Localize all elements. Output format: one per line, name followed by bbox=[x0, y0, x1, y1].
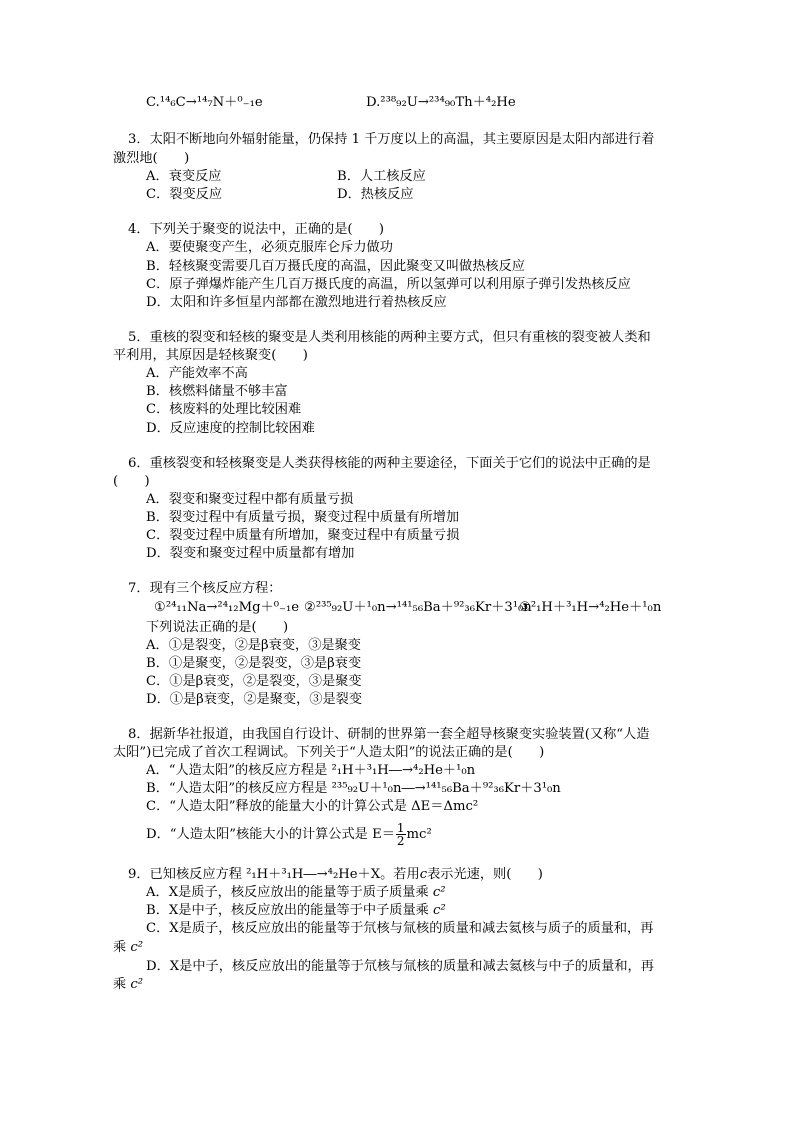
q3-stem-line2: 激烈地( ) bbox=[113, 151, 190, 166]
q6-stem-line2: ( ) bbox=[113, 474, 150, 489]
q2-option-d: D.²³⁸₉₂U→²³⁴₉₀Th＋⁴₂He bbox=[366, 95, 516, 110]
q8-option-d bbox=[146, 822, 432, 848]
q9-stem-end: 表示光速，则( ) bbox=[427, 867, 543, 882]
q7-option-d: D．①是β衰变，②是聚变，③是裂变 bbox=[146, 692, 363, 707]
q8-stem-line1: 8．据新华社报道，由我国自行设计、研制的世界第一套全超导核聚变实验装置(又称“人造 bbox=[128, 727, 650, 742]
q8-option-c-text: C．“人造太阳”释放的能量大小的计算公式是 bbox=[146, 799, 407, 814]
q9-stem-suffix: 。若用 bbox=[380, 867, 420, 882]
q9-option-d-line1: D．X是中子，核反应放出的能量等于氘核与氚核的质量和减去氦核与中子的质量和，再 bbox=[146, 959, 654, 974]
q8-option-d-eq-lhs: E＝ bbox=[372, 827, 395, 842]
q5-stem-line2: 平利用，其原因是轻核聚变( ) bbox=[113, 348, 308, 363]
q8-option-c bbox=[146, 799, 478, 815]
q4-stem: 4．下列关于聚变的说法中，正确的是( ) bbox=[128, 222, 385, 237]
q9-option-a-text: A．X是质子，核反应放出的能量等于质子质量乘 bbox=[146, 885, 429, 900]
q9-option-d-mult: 乘 bbox=[113, 977, 127, 992]
q7-equation-2: ②²³⁵₉₂U＋¹₀n→¹⁴¹₅₆Ba＋⁹²₃₆Kr＋3¹₀n bbox=[304, 600, 532, 615]
q3-option-b: B．人工核反应 bbox=[337, 169, 426, 184]
q7-option-b: B．①是聚变，②是裂变，③是β衰变 bbox=[146, 656, 362, 671]
q5-option-c: C．核废料的处理比较困难 bbox=[146, 402, 302, 417]
q6-stem-line1: 6．重核裂变和轻核聚变是人类获得核能的两种主要途径，下面关于它们的说法中正确的是 bbox=[128, 456, 651, 471]
q9-option-a-c2: c² bbox=[432, 885, 446, 900]
q9-option-d-c2: c² bbox=[130, 977, 144, 992]
q4-option-c: C．原子弹爆炸能产生几百万摄氏度的高温，所以氢弹可以利用原子弹引发热核反应 bbox=[146, 277, 631, 292]
q3-stem-line1: 3．太阳不断地向外辐射能量，仍保持 1 千万度以上的高温，其主要原因是太阳内部进行着 bbox=[128, 132, 655, 147]
q9-stem-prefix: 9．已知核反应方程 bbox=[128, 867, 242, 882]
q9-option-c-line2 bbox=[113, 940, 143, 956]
q4-option-d: D．太阳和许多恒星内部都在激烈地进行着热核反应 bbox=[146, 295, 447, 310]
q6-option-d: D．裂变和聚变过程中质量都有增加 bbox=[146, 546, 355, 561]
q7-ask: 下列说法正确的是( ) bbox=[146, 620, 289, 635]
q3-option-c: C．裂变反应 bbox=[146, 187, 223, 202]
q7-equation-3: ③²₁H＋³₁H→⁴₂He＋¹₀n bbox=[519, 600, 662, 615]
q8-option-a-equation: ²₁H＋³₁H―→⁴₂He＋¹₀n bbox=[331, 763, 476, 778]
q9-option-b-c2: c² bbox=[433, 903, 446, 918]
q8-option-a bbox=[146, 763, 475, 779]
q9-option-c-line1: C．X是质子，核反应放出的能量等于氘核与氚核的质量和减去氦核与质子的质量和，再 bbox=[146, 921, 654, 936]
q5-stem-line1: 5．重核的裂变和轻核的聚变是人类利用核能的两种主要方式，但只有重核的裂变被人类和 bbox=[128, 330, 651, 345]
q6-option-a: A．裂变和聚变过程中都有质量亏损 bbox=[146, 492, 354, 507]
q9-option-c-c2: c² bbox=[130, 940, 144, 955]
q5-option-a: A．产能效率不高 bbox=[146, 366, 248, 381]
q9-light-speed-var: c bbox=[419, 867, 428, 882]
q3-option-a: A．衰变反应 bbox=[146, 169, 222, 184]
q9-option-b bbox=[146, 903, 446, 919]
q7-option-a: A．①是裂变，②是β衰变，③是聚变 bbox=[146, 638, 361, 653]
q3-option-d: D．热核反应 bbox=[337, 187, 414, 202]
q6-option-c: C．裂变过程中质量有所增加，聚变过程中有质量亏损 bbox=[146, 528, 460, 543]
q8-option-a-text: A．“人造太阳”的核反应方程是 bbox=[146, 763, 328, 778]
q9-option-d-line2 bbox=[113, 977, 143, 993]
q7-stem: 7．现有三个核反应方程： bbox=[128, 581, 282, 596]
q8-option-b-equation: ²³⁵₉₂U＋¹₀n―→¹⁴¹₅₆Ba＋⁹²₃₆Kr＋3¹₀n bbox=[331, 781, 561, 796]
q4-option-a: A．要使聚变产生，必须克服库仑斥力做功 bbox=[146, 240, 393, 255]
q8-option-b bbox=[146, 781, 561, 797]
q5-option-b: B．核燃料储量不够丰富 bbox=[146, 384, 288, 399]
q8-option-b-text: B．“人造太阳”的核反应方程是 bbox=[146, 781, 328, 796]
fraction-denominator: 2 bbox=[396, 834, 405, 848]
q8-fraction-half bbox=[396, 822, 406, 847]
q8-option-d-text: D．“人造太阳”核能大小的计算公式是 bbox=[146, 827, 368, 842]
q2-option-c: C.¹⁴₆C→¹⁴₇N＋⁰₋₁e bbox=[146, 95, 263, 110]
q8-stem-line2: 太阳”)已完成了首次工程调试。下列关于“人造太阳”的说法正确的是( ) bbox=[113, 745, 545, 760]
q9-stem bbox=[128, 867, 543, 883]
q7-option-c: C．①是β衰变，②是裂变，③是聚变 bbox=[146, 674, 362, 689]
q9-stem-equation: ²₁H＋³₁H―→⁴₂He＋X bbox=[246, 867, 381, 882]
q9-option-b-text: B．X是中子，核反应放出的能量等于中子质量乘 bbox=[146, 903, 429, 918]
q7-equation-1: ①²⁴₁₁Na→²⁴₁₂Mg＋⁰₋₁e bbox=[154, 600, 300, 615]
q5-option-d: D．反应速度的控制比较困难 bbox=[146, 421, 315, 436]
q8-option-d-eq-rhs: mc² bbox=[406, 827, 432, 842]
q8-option-c-equation: ΔE＝Δmc² bbox=[411, 799, 479, 814]
fraction-numerator: 1 bbox=[396, 821, 405, 835]
q6-option-b: B．裂变过程中有质量亏损，聚变过程中质量有所增加 bbox=[146, 510, 460, 525]
q4-option-b: B．轻核聚变需要几百万摄氏度的高温，因此聚变又叫做热核反应 bbox=[146, 259, 525, 274]
q9-option-a bbox=[146, 885, 446, 901]
q9-option-c-mult: 乘 bbox=[113, 940, 127, 955]
